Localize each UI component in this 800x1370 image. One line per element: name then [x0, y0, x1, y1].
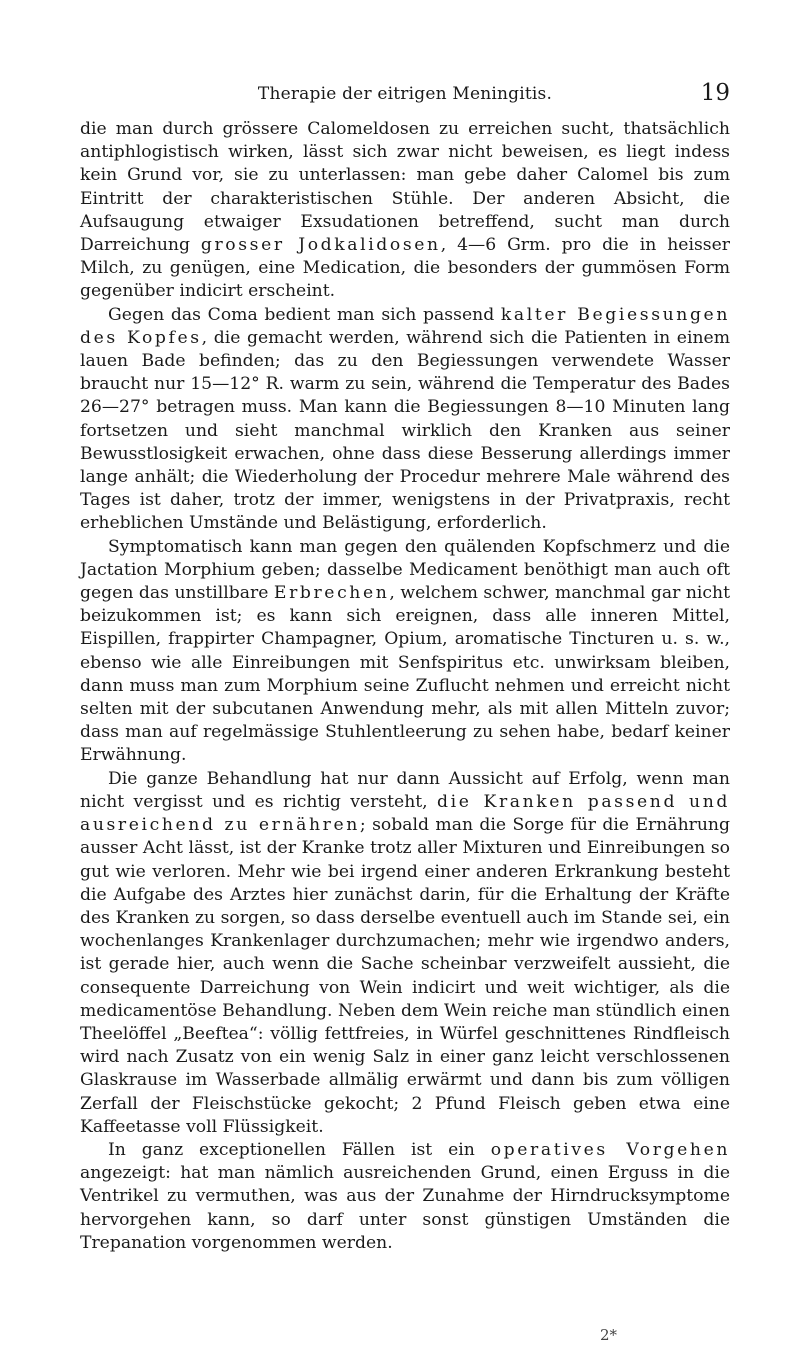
- emphasis-text: kalter Begiessungen des Kopfes: [80, 304, 730, 348]
- paragraph-operative: [80, 1139, 730, 1255]
- emphasis-text: grosser Jodkalidosen: [200, 235, 441, 256]
- emphasis-text: operatives Vorgehen: [490, 1139, 731, 1160]
- emphasis-text: die Kranken passend und ausreichend zu ernähren: [80, 791, 730, 836]
- paragraph-calomel: [80, 118, 730, 304]
- paragraph-text: , welchem schwer, manchmal gar nicht beizukommen ist; es kann sich ereignen, dass alle inneren Mittel, Eispillen, frappirter Champagner, Opium, aromatische Tincturen u. s. w., ebenso wie alle Einreibungen mit Senfspiritus etc. unwirksam bleiben, dann muss man zum Morphium seine Zuflucht nehmen und erreicht nicht selten mit der subcutanen Anwendung mehr, als mit allen Mitteln zuvor; dass man auf regelmässige Stuhlentleerung zu sehen habe, bedarf keiner Erwähnung.: [80, 583, 730, 766]
- paragraph-text: ; sobald man die Sorge für die Ernährung ausser Acht lässt, ist der Kranke trotz aller Mixturen und Einreibungen so gut wie verloren. Mehr wie bei irgend einer anderen Erkrankung besteht die Aufgabe des Arztes hier zunächst darin, für die Erhaltung der Kräfte des Kranken zu sorgen, so dass derselbe eventuell auch im Stande sei, ein wochenlanges Krankenlager durchzumachen; mehr wie irgendwo anders, ist gerade hier, auch wenn die Sache scheinbar verzweifelt aussieht, die consequente Darreichung von Wein indicirt und weit wichtiger, als die medicamentöse Behandlung. Neben dem Wein reiche man stündlich einen Theelöffel „Beeftea“: völlig fettfreies, in Würfel geschnittenes Rindfleisch wird nach Zusatz von ein wenig Salz in einer ganz leicht verschlossenen Glaskrause im Wasserbade allmälig erwärmt und dann bis zum völligen Zerfall der Fleischstücke gekocht; 2 Pfund Fleisch geben etwa eine Kaffeetasse voll Flüssigkeit.: [80, 815, 730, 1137]
- paragraph-text: In ganz exceptionellen Fällen ist ein: [108, 1139, 491, 1160]
- body-text: [80, 118, 730, 1255]
- signature-mark: 2*: [600, 1326, 618, 1344]
- running-title: Therapie der eitrigen Meningitis.: [257, 84, 553, 104]
- paragraph-nutrition: [80, 768, 730, 1139]
- paragraph-text: Symptomatisch kann man gegen den quälenden Kopfschmerz und die Jactation Morphium geben; dasselbe Medicament benöthigt man auch oft gegen das unstillbare: [80, 536, 730, 604]
- paragraph-text: Die ganze Behandlung hat nur dann Aussicht auf Erfolg, wenn man nicht vergisst und es richtig versteht,: [80, 768, 730, 812]
- paragraph-text: , die gemacht werden, während sich die Patienten in einem lauen Bade befinden; das zu den Begiessungen verwendete Wasser braucht nur 15—12° R. warm zu sein, während die Temperatur des Bades 26—27° betragen muss. Man kann die Begiessungen 8—10 Minuten lang fortsetzen und sieht manchmal wirklich den Kranken aus seiner Bewusstlosigkeit erwachen, ohne dass diese Besserung allerdings immer lange anhält; die Wiederholung der Procedur mehrere Male während des Tages ist daher, trotz der immer, wenigstens in der Privatpraxis, recht erheblichen Umstände und Belästigung, erforderlich.: [80, 327, 730, 534]
- page-header: [80, 80, 730, 110]
- emphasis-text: Erbrechen: [273, 583, 390, 604]
- paragraph-text: angezeigt: hat man nämlich ausreichenden Grund, einen Erguss in die Ventrikel zu vermuthen, was aus der Zunahme der Hirndrucksymptome hervorgehen kann, so darf unter sonst günstigen Umständen die Trepanation vorgenommen werden.: [80, 1163, 730, 1253]
- page-number: 19: [700, 80, 730, 106]
- paragraph-symptomatic: [80, 536, 730, 768]
- paragraph-coma: [80, 304, 730, 536]
- paragraph-text: , 4—6 Grm. pro die in heisser Milch, zu genügen, eine Medication, die besonders der gummösen Form gegenüber indicirt erscheint.: [80, 235, 730, 302]
- paragraph-text: Gegen das Coma bedient man sich passend: [108, 304, 501, 325]
- paragraph-text: die man durch grössere Calomeldosen zu erreichen sucht, thatsächlich antiphlogistisch wirken, lässt sich zwar nicht beweisen, es liegt indess kein Grund vor, sie zu unterlassen: man gebe daher Calomel bis zum Eintritt der charakteristischen Stühle. Der anderen Absicht, die Aufsaugung etwaiger Exsudationen betreffend, sucht man durch Darreichung: [80, 119, 730, 256]
